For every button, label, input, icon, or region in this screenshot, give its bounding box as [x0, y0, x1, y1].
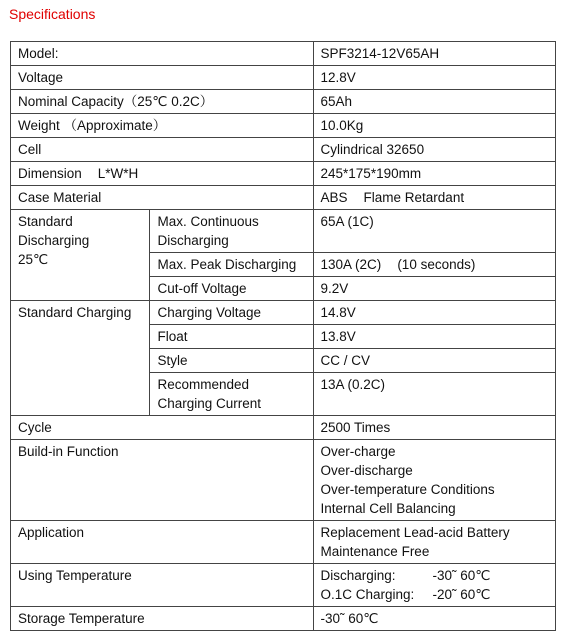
spec-value: -30˜ 60℃	[313, 607, 555, 631]
table-row	[11, 66, 556, 90]
specifications-table	[10, 41, 556, 631]
temp-mode-label: O.1C Charging:	[320, 587, 415, 602]
spec-value: 10.0Kg	[313, 114, 555, 138]
spec-value: Cylindrical 32650	[313, 138, 555, 162]
function-item: Over-temperature Conditions	[320, 482, 495, 497]
temp-mode-label: Discharging:	[320, 568, 396, 583]
spec-value	[313, 564, 555, 607]
spec-label: Cell	[11, 138, 314, 162]
table-row	[11, 301, 556, 325]
table-row	[11, 210, 556, 253]
spec-sub-label: Cut-off Voltage	[150, 277, 313, 301]
temperature-line	[321, 585, 548, 604]
spec-value: 9.2V	[313, 277, 555, 301]
spec-sub-label	[150, 373, 313, 416]
standard-charging-group: Standard Charging	[11, 301, 150, 416]
spec-sub-label: Charging Voltage	[150, 301, 313, 325]
sub-label-line: Max. Continuous	[157, 214, 259, 229]
table-row	[11, 416, 556, 440]
peak-value: 130A (2C)	[320, 257, 382, 272]
spec-label: Storage Temperature	[11, 607, 314, 631]
spec-value: 65Ah	[313, 90, 555, 114]
dimension-label: Dimension	[18, 166, 82, 181]
sub-label-line: Discharging	[157, 233, 229, 248]
temp-range: -30˜ 60℃	[432, 568, 491, 583]
spec-label: Build-in Function	[11, 440, 314, 521]
dimension-sub-label: L*W*H	[97, 166, 139, 181]
sub-label-line: Charging Current	[157, 396, 262, 411]
spec-label: Model:	[11, 42, 314, 66]
case-material-value: ABS	[320, 190, 348, 205]
table-row	[11, 42, 556, 66]
table-row	[11, 138, 556, 162]
case-material-note: Flame Retardant	[363, 190, 465, 205]
spec-value: 2500 Times	[313, 416, 555, 440]
table-row	[11, 607, 556, 631]
spec-label: Cycle	[11, 416, 314, 440]
group-label-line: Discharging	[18, 233, 90, 248]
spec-sub-label: Float	[150, 325, 313, 349]
spec-label: Voltage	[11, 66, 314, 90]
spec-label	[11, 162, 314, 186]
spec-value: 12.8V	[313, 66, 555, 90]
spec-label: Case Material	[11, 186, 314, 210]
spec-sub-label: Max. Peak Discharging	[150, 253, 313, 277]
spec-value	[313, 253, 555, 277]
table-row	[11, 90, 556, 114]
spec-value: 13A (0.2C)	[313, 373, 555, 416]
spec-label: Nominal Capacity（25℃ 0.2C）	[11, 90, 314, 114]
table-row	[11, 521, 556, 564]
table-row	[11, 564, 556, 607]
application-item: Replacement Lead-acid Battery	[320, 525, 510, 540]
peak-duration: (10 seconds)	[397, 257, 476, 272]
table-row	[11, 440, 556, 521]
table-row	[11, 162, 556, 186]
spec-label: Application	[11, 521, 314, 564]
group-label-line: Standard	[18, 214, 73, 229]
function-item: Internal Cell Balancing	[320, 501, 456, 516]
temp-range: -20˜ 60℃	[432, 587, 491, 602]
application-item: Maintenance Free	[320, 544, 430, 559]
spec-value	[313, 440, 555, 521]
group-label-line: 25℃	[18, 252, 49, 267]
spec-value: 245*175*190mm	[313, 162, 555, 186]
function-item: Over-discharge	[320, 463, 413, 478]
spec-label: Using Temperature	[11, 564, 314, 607]
spec-value: 14.8V	[313, 301, 555, 325]
table-row	[11, 114, 556, 138]
standard-discharging-group	[11, 210, 150, 301]
spec-value: CC / CV	[313, 349, 555, 373]
spec-value: 13.8V	[313, 325, 555, 349]
spec-value: 65A (1C)	[313, 210, 555, 253]
spec-label: Weight （Approximate）	[11, 114, 314, 138]
spec-value: SPF3214-12V65AH	[313, 42, 555, 66]
spec-sub-label: Style	[150, 349, 313, 373]
sub-label-line: Recommended	[157, 377, 249, 392]
spec-sub-label	[150, 210, 313, 253]
spec-value	[313, 186, 555, 210]
table-row	[11, 186, 556, 210]
function-item: Over-charge	[320, 444, 396, 459]
page-title: Specifications	[9, 6, 96, 22]
spec-value	[313, 521, 555, 564]
temperature-line	[321, 566, 548, 585]
